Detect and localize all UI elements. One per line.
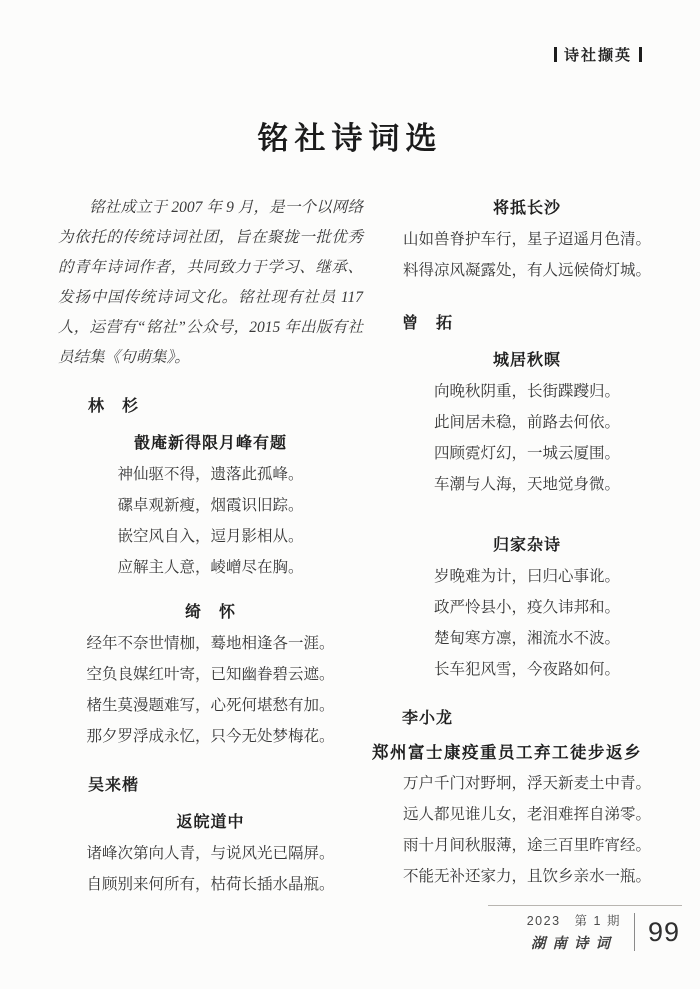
poem-line: 空负良媒红叶寄，已知幽眷碧云遮。 — [86, 666, 335, 683]
footer-divider — [634, 913, 635, 951]
poem-line: 神仙驱不得，遗落此孤峰。 — [117, 466, 304, 483]
footer-rule — [488, 905, 682, 906]
poem-line: 不能无补还家力，且饮乡亲水一瓶。 — [402, 868, 651, 885]
footer-journal-name: 湖南诗词 — [530, 936, 617, 952]
poem-title: 将抵长沙 — [492, 200, 561, 217]
intro-paragraph: 铭社成立于 2007 年 9 月，是一个以网络为依托的传统诗词社团，旨在聚拢一批优秀的青年诗词作者，共同致力于学习、继承、发扬中国传统诗词文化。铭社现有社员 117 人，运营有“铭社”公众号，2015 年出版有社员结集《句萌集》。 — [58, 199, 363, 366]
poem-line: 经年不奈世情枷，蓦地相逢各一涯。 — [86, 635, 335, 652]
poem-qi-huai — [58, 597, 363, 752]
header-bar-left-icon — [554, 47, 557, 62]
footer-issue-block — [527, 911, 621, 953]
poem-line: 料得凉风凝露处，有人远候倚灯城。 — [402, 262, 651, 279]
page-title: 铭社诗词选 — [257, 121, 443, 156]
poem-line: 雨十月间秋服薄，途三百里昨宵经。 — [402, 837, 651, 854]
poem-title: 城居秋暝 — [492, 352, 561, 369]
left-column — [58, 193, 363, 900]
poem-line: 远人都见谁儿女，老泪难挥自涕零。 — [402, 806, 651, 823]
poem-line: 那夕罗浮成永忆，只今无处梦梅花。 — [86, 728, 335, 745]
poem-line: 车潮与人海，天地觉身微。 — [433, 476, 620, 493]
section-header — [554, 44, 642, 65]
footer — [527, 911, 680, 953]
poem-line: 自顾别来何所有，枯荷长插水晶瓶。 — [86, 876, 335, 893]
poem-zhengzhou-foxconn — [372, 737, 682, 892]
poem-title: 归家杂诗 — [492, 537, 561, 554]
poem-fan-wan — [58, 807, 363, 900]
poem-line: 磥卓观新瘦，烟霞识旧踪。 — [117, 497, 304, 514]
poem-line: 诸峰次第向人青，与说风光已隔屏。 — [86, 845, 335, 862]
poem-line: 长车犯风雪，今夜路如何。 — [433, 661, 620, 678]
poem-title: 瞉庵新得限月峰有题 — [133, 435, 287, 452]
poem-line: 万户千门对野坰，浮天新麦土中青。 — [402, 775, 651, 792]
poem-title: 返皖道中 — [176, 814, 245, 831]
right-column — [372, 193, 682, 892]
poem-title: 郑州富士康疫重员工弃工徒步返乡 — [372, 743, 642, 762]
poem-line: 岁晚难为计，曰归心事讹。 — [433, 568, 620, 585]
section-header-label: 诗社撷英 — [563, 47, 632, 64]
poem-line: 楮生莫漫题难写，心死何堪愁有加。 — [86, 697, 335, 714]
poem-line: 嵌空风自入，逗月影相从。 — [117, 528, 304, 545]
author-name-lin-shan: 林 杉 — [88, 398, 140, 415]
poem-gui-jia-za-shi — [372, 530, 682, 685]
poem-title: 绮 怀 — [184, 604, 236, 621]
poem-line: 政严怜县小，疫久讳邦和。 — [433, 599, 620, 616]
author-name-wu-laikai: 吴来楷 — [88, 777, 140, 794]
poem-line: 向晚秋阴重，长街蹀躞归。 — [433, 383, 620, 400]
header-bar-right-icon — [639, 47, 642, 62]
poem-jiang-di-changsha — [372, 193, 682, 286]
poem-line: 四顾霓灯幻，一城云厦围。 — [433, 445, 620, 462]
author-name-li-xiaolong: 李小龙 — [402, 710, 454, 727]
poem-line: 应解主人意，崚嶒尽在胸。 — [117, 559, 304, 576]
footer-issue: 2023 第 1 期 — [526, 914, 621, 928]
poem-line: 此间居未稳，前路去何依。 — [433, 414, 620, 431]
author-name-zeng-tuo: 曾 拓 — [402, 315, 454, 332]
footer-page-number: 99 — [647, 916, 680, 947]
poem-line: 楚甸寒方凛，湘流水不波。 — [433, 630, 620, 647]
poem-cheng-ju-qiu-ming — [372, 345, 682, 500]
poem-gou-an — [58, 428, 363, 583]
poem-line: 山如兽脊护车行，星子迢遥月色清。 — [402, 231, 651, 248]
